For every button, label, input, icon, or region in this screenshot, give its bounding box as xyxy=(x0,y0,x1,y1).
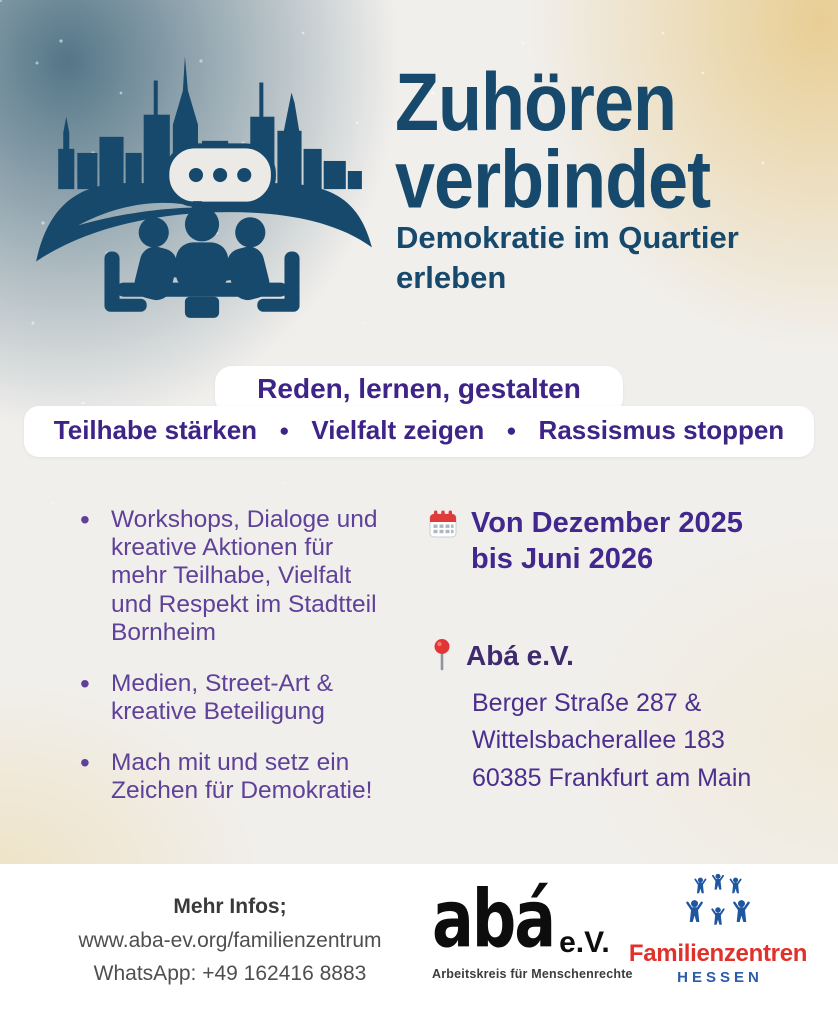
address-line-3: 60385 Frankfurt am Main xyxy=(472,763,752,792)
title-line-1: Zuhören xyxy=(395,57,676,149)
address-line-1: Berger Straße 287 & xyxy=(472,688,702,717)
aba-logo-suffix: e.V. xyxy=(559,926,610,959)
keyword-rassismus: Rassismus stoppen xyxy=(538,415,785,445)
address-line-2: Wittelsbacherallee 183 xyxy=(472,726,725,755)
aba-logo xyxy=(432,872,633,981)
separator-dot: ● xyxy=(506,421,517,440)
familienzentren-subtitle: HESSEN xyxy=(677,969,763,986)
event-date xyxy=(428,506,798,578)
keyword-teilhabe: Teilhabe stärken xyxy=(53,415,258,445)
event-date-text xyxy=(471,506,743,578)
website-url: www.aba-ev.org/familienzentrum xyxy=(78,928,382,952)
poster-title xyxy=(395,57,815,227)
city-dialogue-illustration xyxy=(20,18,382,320)
pushpin-icon xyxy=(433,638,451,674)
aba-logo-wordmark xyxy=(432,872,612,966)
aba-logo-name: abá xyxy=(432,872,555,966)
program-bullets xyxy=(80,506,392,829)
slogan-badge: Reden, lernen, gestalten xyxy=(215,366,623,415)
keyword-vielfalt: Vielfalt zeigen xyxy=(311,415,485,445)
bullet-item: • Workshops, Dialoge und kreative Aktionen für mehr Teilhabe, Vielfalt und Respekt im Stadtteil Bornheim xyxy=(80,506,392,647)
contact-info xyxy=(30,890,430,991)
familienzentren-title: Familienzentren xyxy=(628,940,808,967)
venue-name: Abá e.V. xyxy=(466,639,574,671)
people-at-table-shape xyxy=(104,207,299,318)
speech-bubble-icon xyxy=(167,146,274,230)
date-line-2: bis Juni 2026 xyxy=(471,542,654,575)
event-address xyxy=(428,685,798,798)
date-line-1: Von Dezember 2025 xyxy=(471,507,743,539)
bullet-item: • Mach mit und setz ein Zeichen für Demokratie! xyxy=(80,749,392,805)
event-details xyxy=(428,506,798,797)
calendar-icon xyxy=(428,509,458,539)
people-circle-icon xyxy=(674,870,762,934)
aba-logo-tagline: Arbeitskreis für Menschenrechte xyxy=(432,967,633,981)
badge-stack xyxy=(0,366,838,457)
star-speckles xyxy=(0,0,2,2)
whatsapp-number: WhatsApp: +49 162416 8883 xyxy=(93,962,367,986)
bullet-item: • Medien, Street-Art & kreative Beteiligung xyxy=(80,670,392,726)
keywords-badge xyxy=(24,406,814,457)
poster-subtitle: Demokratie im Quartier erleben xyxy=(396,220,739,295)
footer-bar xyxy=(0,864,838,1024)
separator-dot: ● xyxy=(279,421,290,440)
title-line-2: verbindet xyxy=(395,135,711,227)
familienzentren-logo xyxy=(626,870,810,986)
event-venue xyxy=(428,638,798,674)
contact-heading: Mehr Infos; xyxy=(173,895,287,918)
